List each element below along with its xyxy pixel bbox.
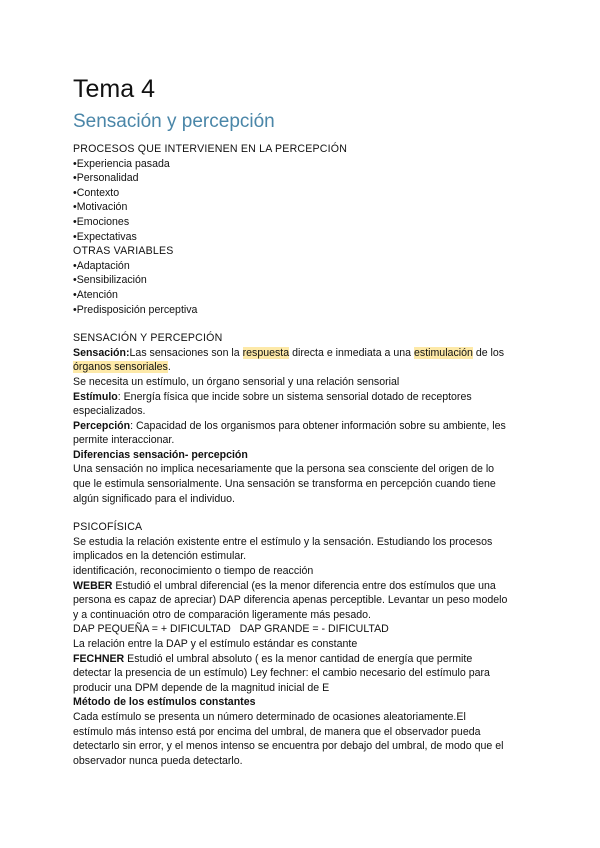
list-item: •Emociones xyxy=(73,215,130,228)
dap-line: DAP PEQUEÑA = + DIFICULTAD DAP GRANDE = - DIFICULTAD xyxy=(73,623,389,636)
highlight-organos: órganos sensoriales xyxy=(73,361,168,374)
page-title: Tema 4 xyxy=(73,75,155,103)
spacer xyxy=(73,506,533,520)
weber-line3: y a continuación otro de comparación ligeramente más pesado. xyxy=(73,608,371,621)
diferencias-line2: que le estimula sensorialmente. Una sensación se transforma en percepción cuando tiene xyxy=(73,478,496,491)
sensacion-heading: SENSACIÓN Y PERCEPCIÓN xyxy=(73,332,223,345)
sensacion-definition-line1: Sensación:Las sensaciones son la respuesta directa e inmediata a una estimulación de los xyxy=(73,346,505,359)
diferencias-line1: Una sensación no implica necesariamente que la persona sea consciente del origen de lo xyxy=(73,463,495,476)
highlight-estimulacion: estimulación xyxy=(414,346,473,359)
sensacion-need: Se necesita un estímulo, un órgano sensorial y una relación sensorial xyxy=(73,375,400,388)
page-subtitle: Sensación y percepción xyxy=(73,111,275,132)
highlight-respuesta: respuesta xyxy=(242,346,290,359)
weber-line2: persona es capaz de apreciar) DAP diferencia apenas perceptible. Levantar un peso modelo xyxy=(73,594,508,607)
diferencias-line3: algún significado para el individuo. xyxy=(73,492,235,505)
estimulo-definition-line1: Estímulo: Energía física que incide sobre un sistema sensorial dotado de receptores xyxy=(73,390,472,403)
psicofisica-line1: Se estudia la relación existente entre el estímulo y la sensación. Estudiando los procesos xyxy=(73,535,493,548)
sensacion-definition-line2: órganos sensoriales. xyxy=(73,361,171,374)
list-item: •Contexto xyxy=(73,186,120,199)
document-body xyxy=(73,74,533,768)
metodo-line4: observador nunca pueda detectarlo. xyxy=(73,754,243,767)
metodo-line2: estímulo más intenso está por encima del umbral, de manera que el observador pueda xyxy=(73,725,481,738)
list-item: •Sensibilización xyxy=(73,274,147,287)
processes-heading: PROCESOS QUE INTERVIENEN EN LA PERCEPCIÓN xyxy=(73,143,348,155)
estimulo-definition-line2: especializados. xyxy=(73,405,146,418)
other-variables-heading: OTRAS VARIABLES xyxy=(73,245,174,258)
fechner-line1: FECHNER Estudió el umbral absoluto ( es la menor cantidad de energía que permite xyxy=(73,652,473,665)
list-item: •Personalidad xyxy=(73,172,139,185)
percepcion-term: Percepción xyxy=(73,419,131,432)
weber-term: WEBER xyxy=(73,579,113,592)
metodo-heading: Método de los estímulos constantes xyxy=(73,696,256,709)
percepcion-definition-line1: Percepción: Capacidad de los organismos para obtener información sobre su ambiente, les xyxy=(73,419,506,432)
list-item: •Experiencia pasada xyxy=(73,157,170,170)
sensacion-term: Sensación: xyxy=(73,346,130,359)
list-item: •Adaptación xyxy=(73,259,130,272)
list-item: •Predisposición perceptiva xyxy=(73,303,198,316)
metodo-line3: detectarlo sin error, y el menos intenso se encuentra por debajo del umbral, de modo que el xyxy=(73,740,504,753)
list-item: •Motivación xyxy=(73,201,128,214)
metodo-line1: Cada estímulo se presenta un número determinado de ocasiones aleatoriamente.El xyxy=(73,710,466,723)
psicofisica-line3: identificación, reconocimiento o tiempo de reacción xyxy=(73,565,314,578)
list-item: •Expectativas xyxy=(73,230,137,243)
percepcion-definition-line2: permite interaccionar. xyxy=(73,434,175,447)
weber-line1: WEBER Estudió el umbral diferencial (es la menor diferencia entre dos estímulos que una xyxy=(73,579,496,592)
psicofisica-heading: PSICOFÍSICA xyxy=(73,521,143,534)
relacion-line: La relación entre la DAP y el estímulo estándar es constante xyxy=(73,638,358,650)
spacer xyxy=(73,317,533,331)
diferencias-heading: Diferencias sensación- percepción xyxy=(73,448,248,461)
estimulo-term: Estímulo xyxy=(73,390,118,403)
list-item: •Atención xyxy=(73,288,118,301)
psicofisica-line2: implicados en la detención estimular. xyxy=(73,550,247,563)
fechner-line2: detectar la presencia de un estímulo) Ley fechner: el cambio necesario del estímulo para xyxy=(73,667,490,680)
fechner-term: FECHNER xyxy=(73,652,125,665)
fechner-line3: producir una DPM depende de la magnitud inicial de E xyxy=(73,681,330,694)
